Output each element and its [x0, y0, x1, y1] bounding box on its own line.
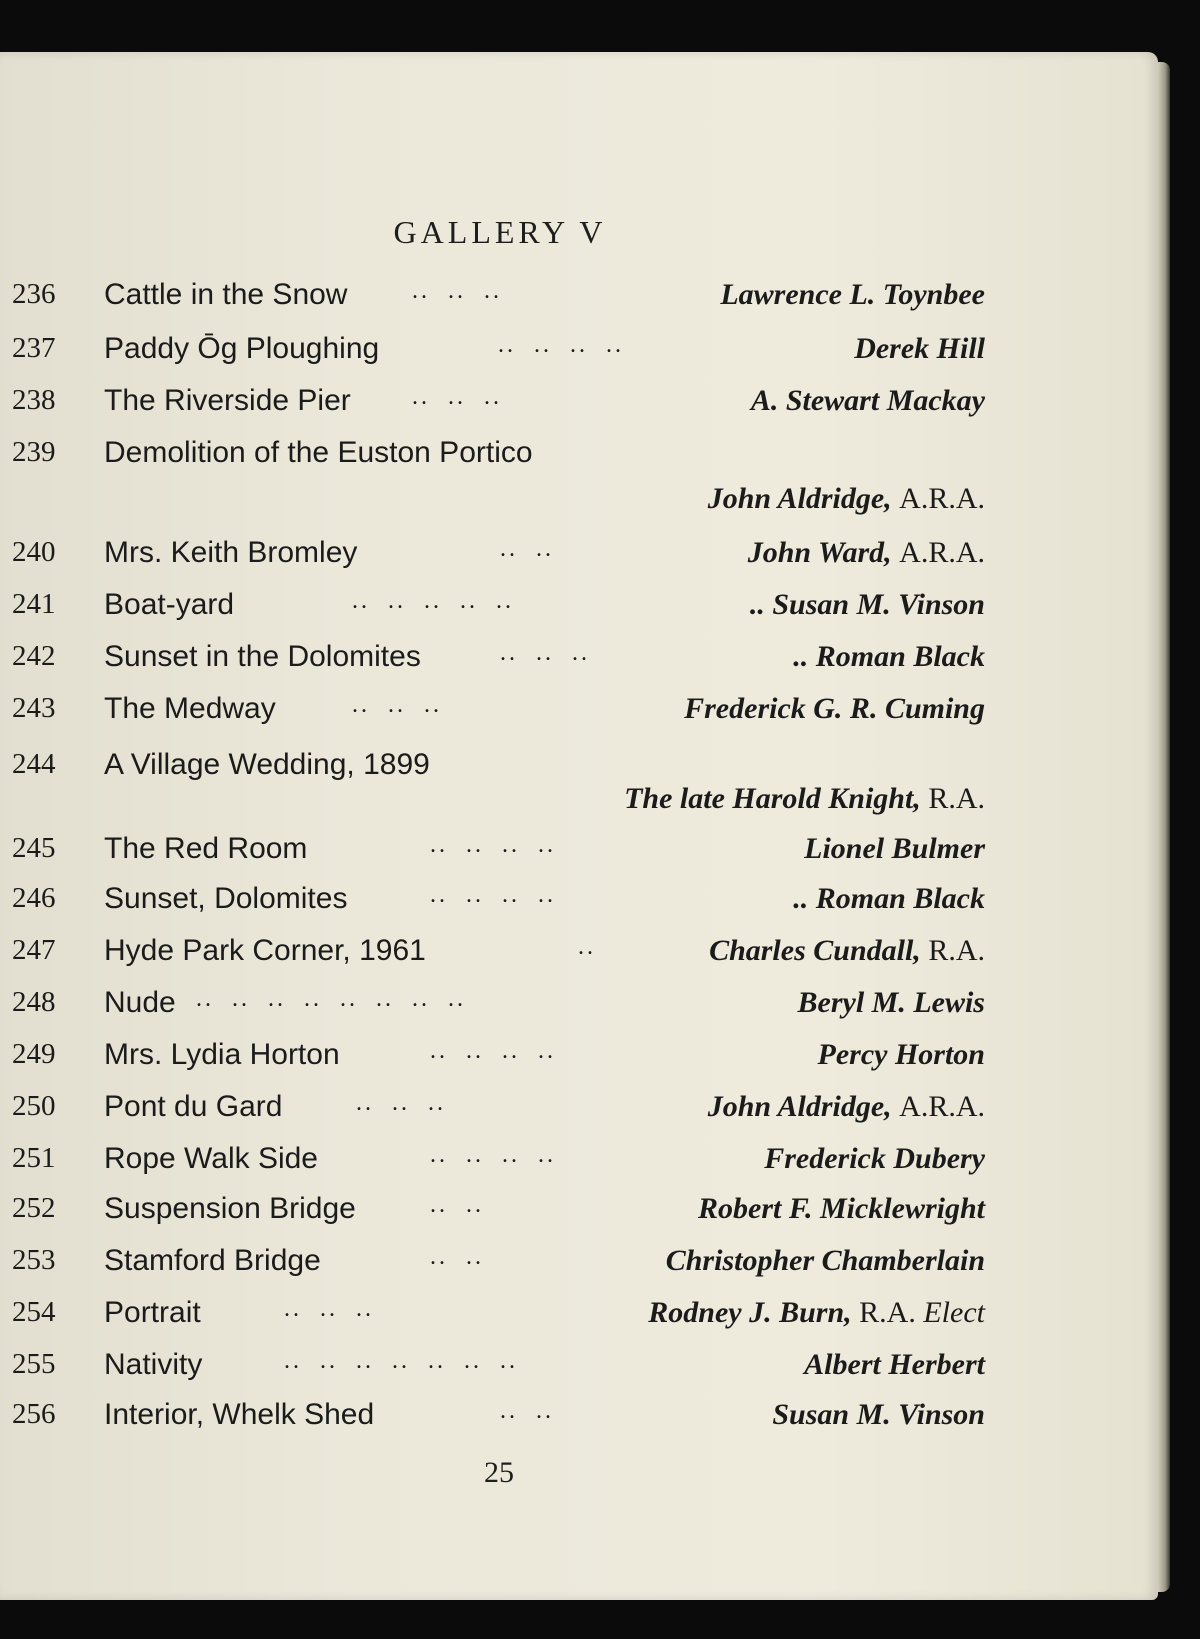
leader-dots: .. .. .. — [412, 384, 502, 410]
entry-artist: A. Stewart Mackay — [750, 384, 985, 417]
entry-title: Hyde Park Corner, 1961 — [104, 934, 426, 967]
entry-title: Mrs. Keith Bromley — [104, 536, 358, 569]
entry-number: 253 — [12, 1244, 56, 1276]
entry-title: Sunset, Dolomites — [104, 882, 348, 915]
entry-artist: .. Susan M. Vinson — [749, 588, 985, 621]
leader-dots: .. .. .. .. — [430, 1142, 556, 1168]
entry-title: Interior, Whelk Shed — [104, 1398, 375, 1431]
leader-dots: .. .. .. .. — [430, 882, 556, 908]
entry-number: 246 — [12, 882, 56, 914]
entry-title: Pont du Gard — [104, 1090, 283, 1123]
entry-number: 248 — [12, 986, 56, 1018]
entry-row — [0, 332, 1000, 382]
entry-title: A Village Wedding, 1899 — [104, 748, 430, 781]
entry-artist: Albert Herbert — [804, 1348, 985, 1381]
entry-title: The Medway — [104, 692, 276, 725]
leader-dots: .. .. — [430, 1244, 484, 1270]
entry-number: 249 — [12, 1038, 56, 1070]
leader-dots: .. .. .. — [412, 278, 502, 304]
leader-dots: .. .. .. .. .. .. .. — [284, 1348, 518, 1374]
entry-row — [0, 384, 1000, 434]
leader-dots: .. .. .. .. — [430, 832, 556, 858]
entry-artist: Christopher Chamberlain — [665, 1244, 985, 1277]
leader-dots: .. — [578, 934, 596, 960]
entry-title: The Riverside Pier — [104, 384, 351, 417]
entry-row — [0, 588, 1000, 638]
entry-row — [0, 640, 1000, 690]
entry-artist: The late Harold Knight, R.A. — [624, 782, 985, 815]
leader-dots: .. .. .. — [284, 1296, 374, 1322]
entry-number: 243 — [12, 692, 56, 724]
leader-dots: .. .. .. .. .. .. .. .. — [196, 986, 466, 1012]
entry-title: Demolition of the Euston Portico — [104, 436, 533, 469]
entry-artist: John Aldridge, A.R.A. — [707, 1090, 985, 1123]
leader-dots: .. .. .. .. — [498, 332, 624, 358]
leader-dots: .. .. .. — [356, 1090, 446, 1116]
entry-row — [0, 436, 1000, 526]
entry-title: Rope Walk Side — [104, 1142, 318, 1175]
entry-number: 237 — [12, 332, 56, 364]
entry-artist: John Aldridge, A.R.A. — [707, 482, 985, 515]
entry-title: Nude — [104, 986, 176, 1019]
entry-artist: .. Roman Black — [793, 882, 985, 915]
entry-row — [0, 692, 1000, 742]
leader-dots: .. .. — [500, 1398, 554, 1424]
entry-row — [0, 1142, 1000, 1192]
entry-title: Paddy Ōg Ploughing — [104, 332, 380, 365]
leader-dots: .. .. .. — [500, 640, 590, 666]
catalogue-page — [0, 52, 1158, 1600]
entry-artist: Rodney J. Burn, R.A. Elect — [648, 1296, 985, 1329]
leader-dots: .. .. .. .. .. — [352, 588, 514, 614]
entry-number: 251 — [12, 1142, 56, 1174]
leader-dots: .. .. — [430, 1192, 484, 1218]
entry-title: Stamford Bridge — [104, 1244, 321, 1277]
entry-row — [0, 278, 1000, 328]
entry-title: Nativity — [104, 1348, 203, 1381]
entry-number: 242 — [12, 640, 56, 672]
entry-title: Cattle in the Snow — [104, 278, 348, 311]
page-number: 25 — [484, 1456, 514, 1489]
entry-number: 238 — [12, 384, 56, 416]
entry-artist: Frederick Dubery — [764, 1142, 985, 1175]
gallery-heading: GALLERY V — [393, 214, 607, 250]
entry-title: Mrs. Lydia Horton — [104, 1038, 340, 1071]
entry-artist: .. Roman Black — [793, 640, 985, 673]
entry-artist: Lionel Bulmer — [804, 832, 985, 865]
entry-number: 247 — [12, 934, 56, 966]
leader-dots: .. .. .. .. — [430, 1038, 556, 1064]
entry-row — [0, 1348, 1000, 1398]
entry-row — [0, 748, 1000, 838]
entry-number: 241 — [12, 588, 56, 620]
entry-artist: Percy Horton — [817, 1038, 985, 1071]
entry-number: 256 — [12, 1398, 56, 1430]
entry-row — [0, 1090, 1000, 1140]
entry-artist: Derek Hill — [854, 332, 985, 365]
entry-row — [0, 832, 1000, 882]
entry-title: The Red Room — [104, 832, 308, 865]
entry-artist: Frederick G. R. Cuming — [684, 692, 985, 725]
entry-title: Sunset in the Dolomites — [104, 640, 421, 673]
leader-dots: .. .. .. — [352, 692, 442, 718]
entry-number: 239 — [12, 436, 56, 468]
entry-number: 252 — [12, 1192, 56, 1224]
entry-row — [0, 1038, 1000, 1088]
entry-artist: Charles Cundall, R.A. — [709, 934, 985, 967]
entry-artist: Beryl M. Lewis — [797, 986, 985, 1019]
entry-artist: Robert F. Micklewright — [698, 1192, 985, 1225]
entry-number: 244 — [12, 748, 56, 780]
entry-number: 255 — [12, 1348, 56, 1380]
entry-artist: John Ward, A.R.A. — [747, 536, 985, 569]
page-edge — [1158, 62, 1170, 1592]
entry-row — [0, 986, 1000, 1036]
entry-number: 240 — [12, 536, 56, 568]
entry-number: 236 — [12, 278, 56, 310]
entry-artist: Susan M. Vinson — [772, 1398, 985, 1431]
entry-row — [0, 934, 1000, 984]
entry-title: Suspension Bridge — [104, 1192, 356, 1225]
entry-number: 245 — [12, 832, 56, 864]
entry-number: 254 — [12, 1296, 56, 1328]
entry-number: 250 — [12, 1090, 56, 1122]
entry-row — [0, 1192, 1000, 1242]
entry-artist: Lawrence L. Toynbee — [720, 278, 985, 311]
entry-row — [0, 1244, 1000, 1294]
entry-row — [0, 536, 1000, 586]
leader-dots: .. .. — [500, 536, 554, 562]
entry-title: Boat-yard — [104, 588, 235, 621]
entry-row — [0, 882, 1000, 932]
entry-row — [0, 1296, 1000, 1346]
entry-title: Portrait — [104, 1296, 201, 1329]
entry-row — [0, 1398, 1000, 1448]
